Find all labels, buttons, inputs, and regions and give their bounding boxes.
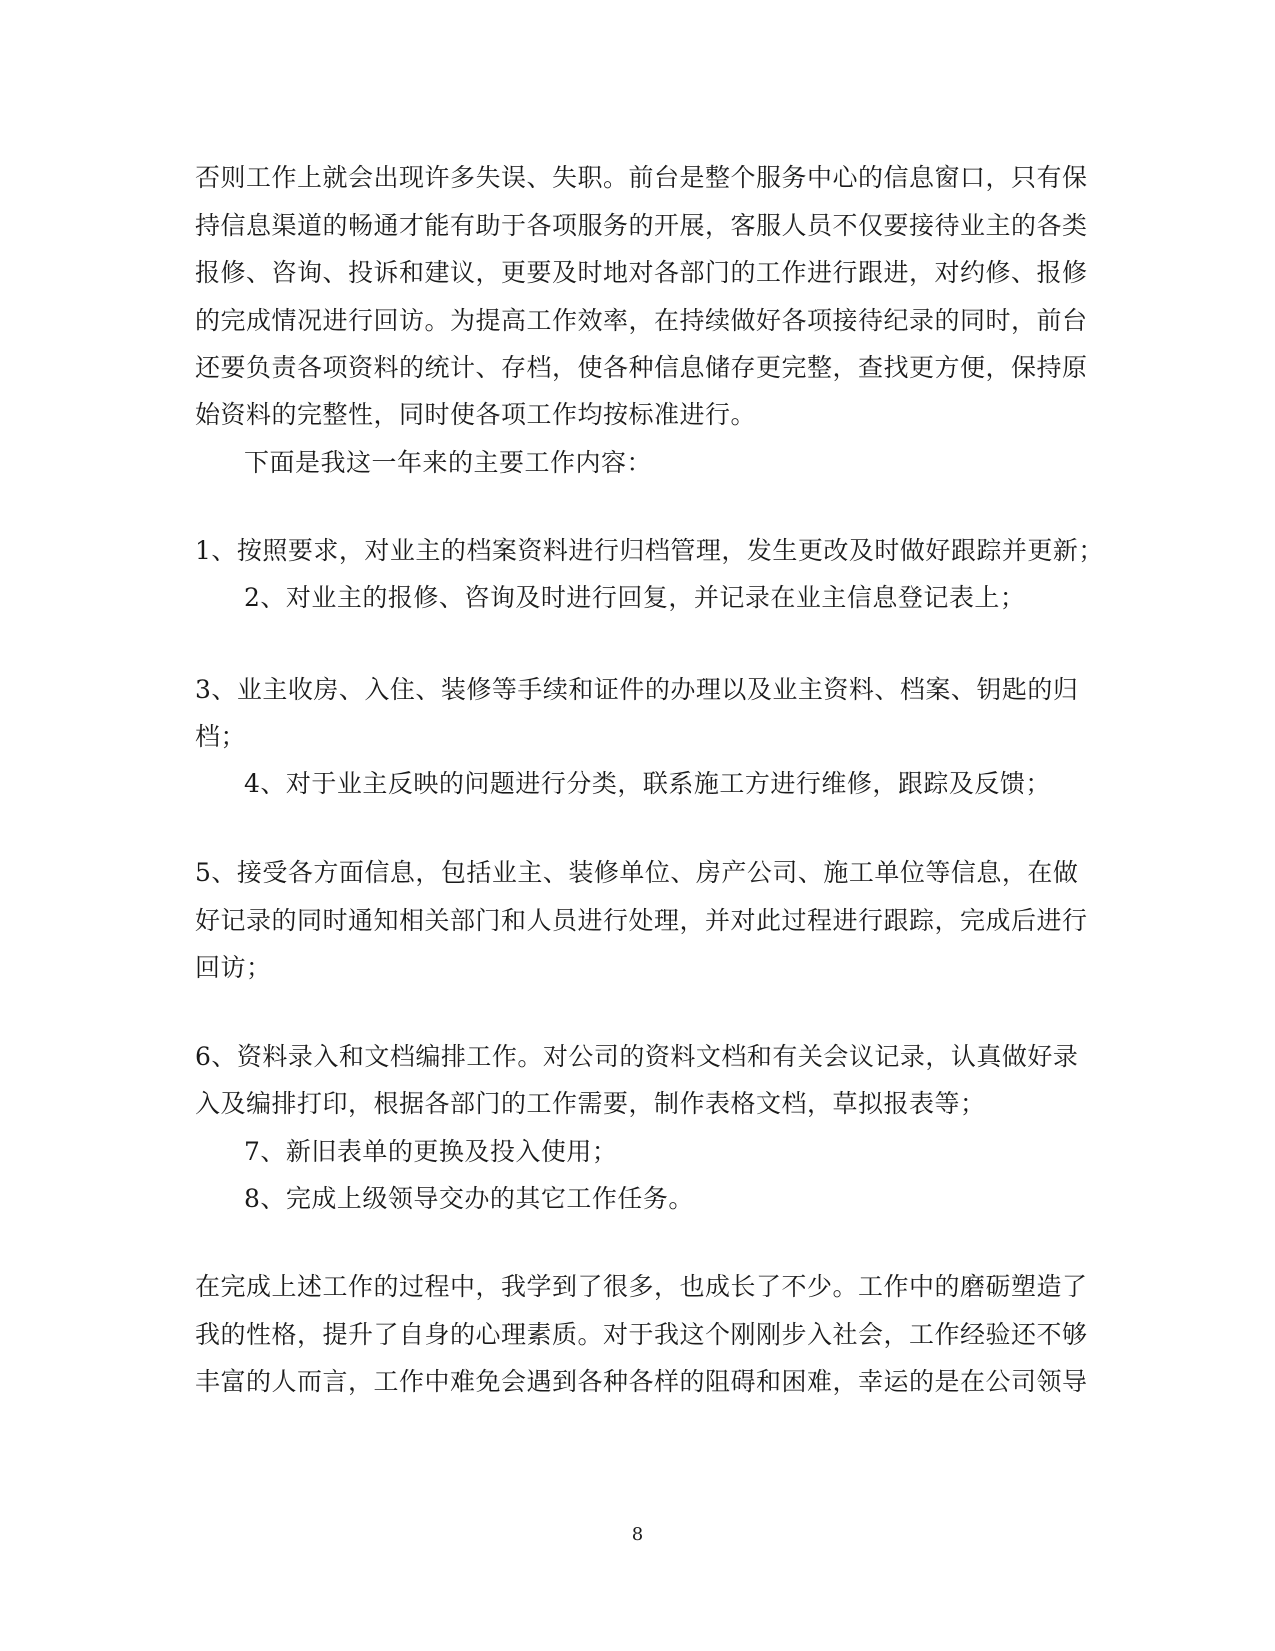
list-item-5: 5、接受各方面信息，包括业主、装修单位、房产公司、施工单位等信息，在做 xyxy=(195,858,1079,887)
list-item-7: 7、新旧表单的更换及投入使用； xyxy=(244,1137,618,1166)
list-item-6: 6、资料录入和文档编排工作。对公司的资料文档和有关会议记录，认真做好录 xyxy=(195,1042,1079,1071)
list-item-5-cont: 回访； xyxy=(195,953,272,982)
list-item-2: 2、对业主的报修、咨询及时进行回复，并记录在业主信息登记表上； xyxy=(244,583,1026,612)
paragraph-line: 我的性格，提升了自身的心理素质。对于我这个刚刚步入社会，工作经验还不够 xyxy=(195,1320,1088,1349)
paragraph-line: 还要负责各项资料的统计、存档，使各种信息储存更完整，查找更方便，保持原 xyxy=(195,353,1088,382)
list-item-3: 3、业主收房、入住、装修等手续和证件的办理以及业主资料、档案、钥匙的归 xyxy=(195,675,1079,704)
list-item-6-cont: 入及编排打印，根据各部门的工作需要，制作表格文档，草拟报表等； xyxy=(195,1089,986,1118)
page-number: 8 xyxy=(631,1524,644,1545)
paragraph-line: 的完成情况进行回访。为提高工作效率，在持续做好各项接待纪录的同时，前台 xyxy=(195,306,1088,335)
list-item-5-cont: 好记录的同时通知相关部门和人员进行处理，并对此过程进行跟踪，完成后进行 xyxy=(195,906,1088,935)
list-item-3-cont: 档； xyxy=(195,722,247,751)
intro-line: 下面是我这一年来的主要工作内容： xyxy=(244,448,653,477)
list-item-8: 8、完成上级领导交办的其它工作任务。 xyxy=(244,1184,694,1213)
list-item-4: 4、对于业主反映的问题进行分类，联系施工方进行维修，跟踪及反馈； xyxy=(244,769,1051,798)
paragraph-line: 丰富的人而言，工作中难免会遇到各种各样的阻碍和困难，幸运的是在公司领导 xyxy=(195,1367,1088,1396)
paragraph-line: 报修、咨询、投诉和建议，更要及时地对各部门的工作进行跟进，对约修、报修 xyxy=(195,258,1088,287)
paragraph-line: 在完成上述工作的过程中，我学到了很多，也成长了不少。工作中的磨砺塑造了 xyxy=(195,1272,1088,1301)
paragraph-line: 持信息渠道的畅通才能有助于各项服务的开展，客服人员不仅要接待业主的各类 xyxy=(195,211,1088,240)
paragraph-line: 始资料的完整性，同时使各项工作均按标准进行。 xyxy=(195,400,757,429)
paragraph-line: 否则工作上就会出现许多失误、失职。前台是整个服务中心的信息窗口，只有保 xyxy=(195,163,1088,192)
list-item-1: 1、按照要求，对业主的档案资料进行归档管理，发生更改及时做好跟踪并更新； xyxy=(195,536,1104,565)
